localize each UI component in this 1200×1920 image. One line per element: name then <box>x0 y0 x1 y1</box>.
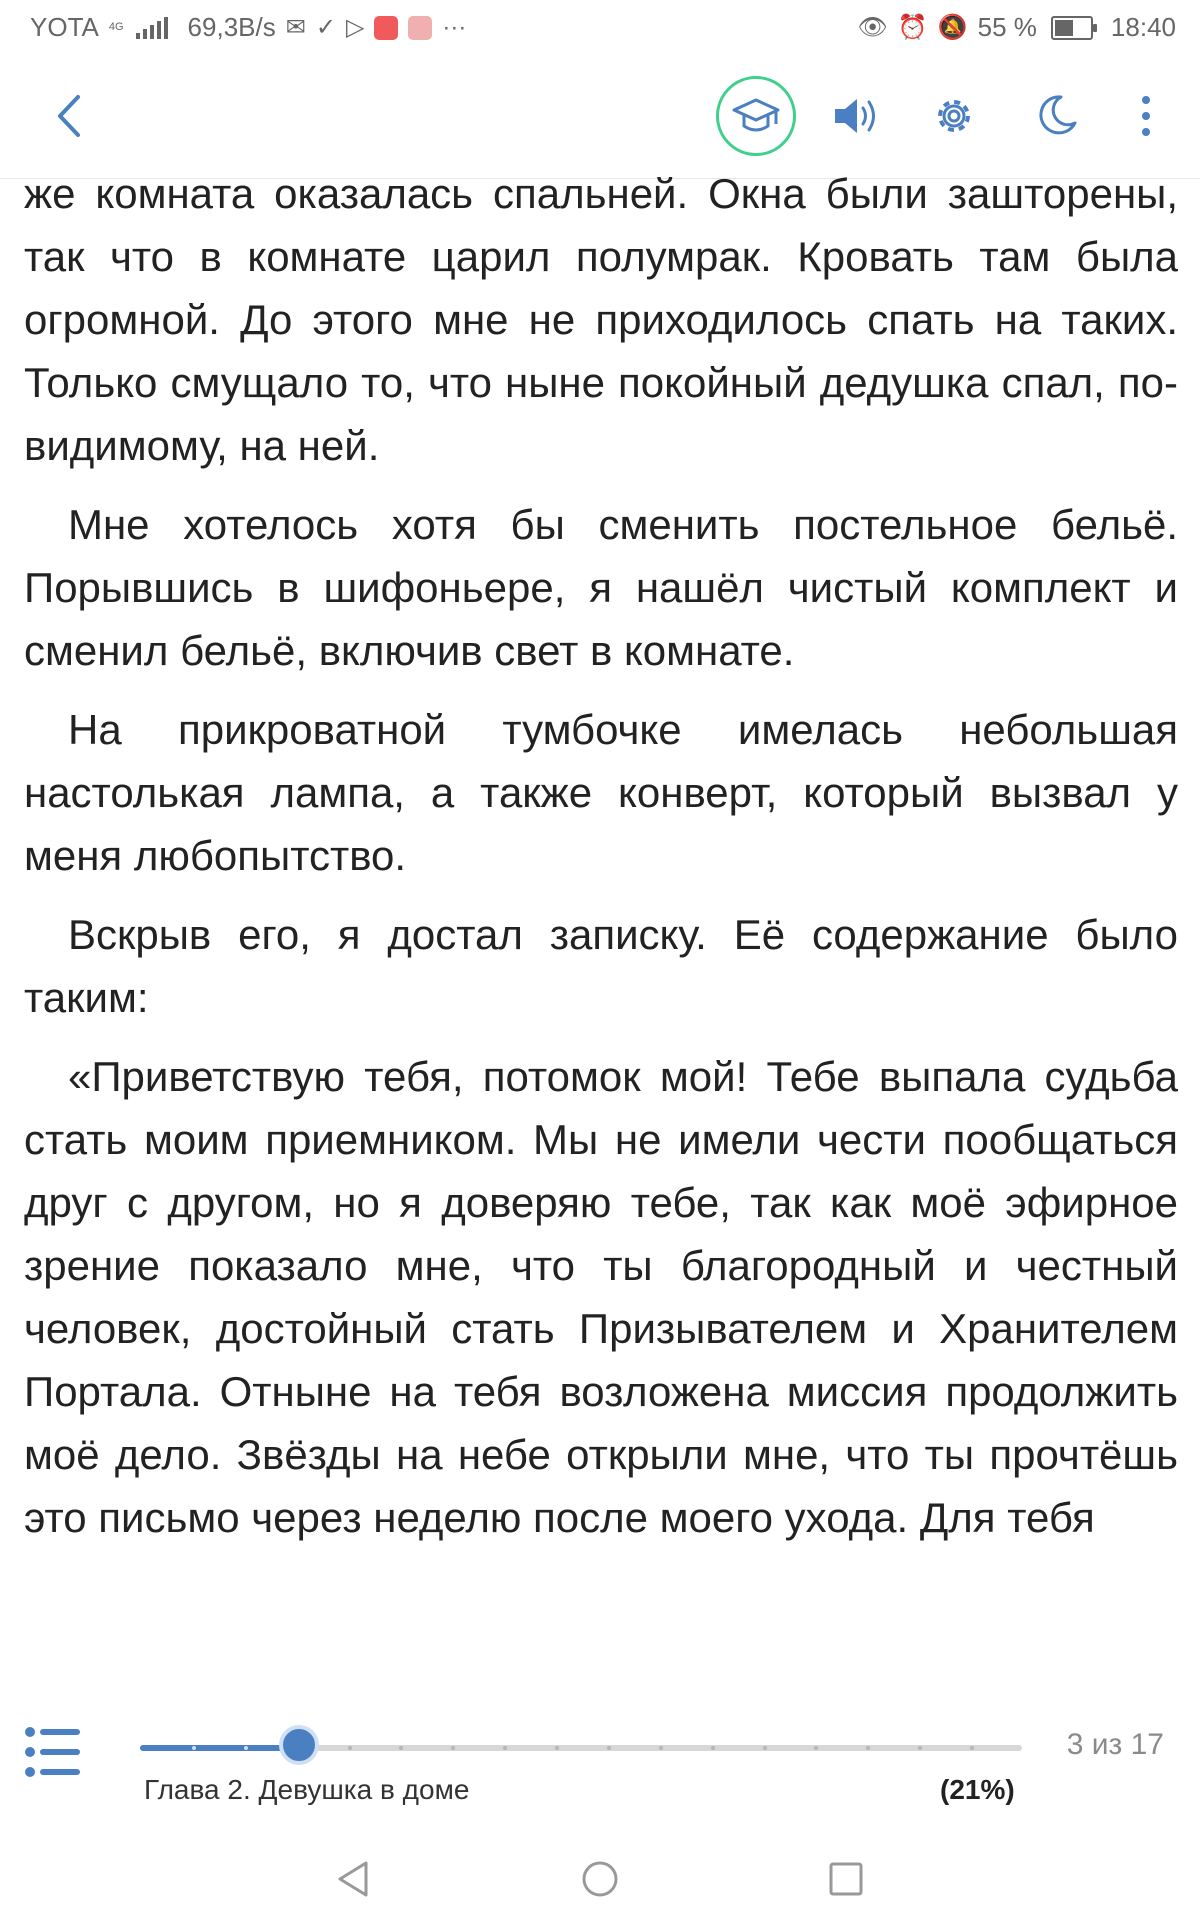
nav-back-button[interactable] <box>324 1854 384 1904</box>
chapter-title[interactable]: Глава 2. Девушка в доме <box>144 1774 470 1805</box>
carrier-label: YOTA <box>30 12 99 42</box>
back-triangle-icon <box>334 1859 374 1899</box>
play-icon: ▷ <box>345 14 365 41</box>
progress-tick <box>814 1746 818 1750</box>
progress-tick <box>399 1746 403 1750</box>
paragraph: Вскрыв его, я достал записку. Её содержание было таким: <box>24 911 1178 1021</box>
alarm-icon: ⏰ <box>897 14 928 41</box>
battery-percent: 55 % <box>977 12 1037 42</box>
progress-tick <box>192 1746 196 1750</box>
nav-recents-button[interactable] <box>816 1854 876 1904</box>
progress-tick <box>451 1746 455 1750</box>
reading-progress-bar <box>0 1690 1200 1840</box>
home-circle-icon <box>580 1859 620 1899</box>
paragraph: же комната оказалась спальней. Окна были зашторены, так что в комнате царил полумрак. Кровать там была огромной. До этого мне не приходилось спать на таких. Только смущало то, что ныне покойный дедушка спал, по-видимому, на ней. <box>24 170 1178 469</box>
progress-tick <box>711 1746 715 1750</box>
status-bar <box>0 0 1200 56</box>
table-of-contents-button[interactable] <box>24 1724 84 1780</box>
system-nav-bar <box>0 1840 1200 1920</box>
speaker-icon <box>831 94 881 138</box>
progress-tick <box>918 1746 922 1750</box>
progress-tick <box>244 1746 248 1750</box>
progress-tick <box>503 1746 507 1750</box>
progress-tick <box>763 1746 767 1750</box>
progress-tick <box>866 1746 870 1750</box>
clock: 18:40 <box>1110 12 1176 42</box>
progress-fill <box>140 1745 299 1751</box>
check-circle-icon: ✓ <box>315 14 336 41</box>
reader-content <box>24 162 1178 1686</box>
network-type: 4G <box>108 21 124 33</box>
list-icon <box>24 1724 84 1780</box>
progress-slider[interactable] <box>140 1745 1022 1751</box>
study-mode-button[interactable] <box>716 76 796 156</box>
network-speed: 69,3B/s <box>187 12 276 42</box>
night-mode-button[interactable] <box>1016 76 1096 156</box>
back-icon <box>50 91 90 141</box>
more-vertical-icon <box>1139 94 1153 138</box>
app-notification-icon <box>374 16 398 40</box>
muted-bell-icon: 🔕 <box>937 14 968 41</box>
settings-button[interactable] <box>914 76 994 156</box>
paragraph: На прикроватной тумбочке имелась небольшая настолькая лампа, а также конверт, который вызвал у меня любопытство. <box>24 706 1178 879</box>
recents-square-icon <box>826 1859 866 1899</box>
eye-icon: 👁 <box>857 14 888 41</box>
moon-icon <box>1033 93 1079 139</box>
progress-knob[interactable] <box>279 1725 319 1765</box>
signal-icon <box>136 17 168 39</box>
gear-icon <box>930 92 978 140</box>
more-notifications-icon: ··· <box>442 13 467 41</box>
progress-tick <box>970 1746 974 1750</box>
battery-icon <box>1051 16 1093 40</box>
more-options-button[interactable] <box>1106 76 1186 156</box>
mail-icon: ✉ <box>285 14 306 41</box>
nav-home-button[interactable] <box>570 1854 630 1904</box>
reader-toolbar <box>0 56 1200 179</box>
back-button[interactable] <box>30 76 110 156</box>
read-aloud-button[interactable] <box>816 76 896 156</box>
app-notification-icon-2 <box>408 16 432 40</box>
progress-tick <box>555 1746 559 1750</box>
progress-percent: (21%) <box>940 1774 1015 1805</box>
paragraph: «Приветствую тебя, потомок мой! Тебе выпала судьба стать моим приемником. Мы не имели чести пообщаться друг с другом, но я доверяю тебе, так как моё эфирное зрение показало мне, что ты благородный и честный человек, достойный стать Призывателем и Хранителем Портала. Отныне на тебя возложена миссия продолжить моё дело. Звёзды на небе открыли мне, что ты прочтёшь это письмо через неделю после моего ухода. Для тебя <box>24 1053 1178 1541</box>
progress-tick <box>607 1746 611 1750</box>
paragraph: Мне хотелось хотя бы сменить постельное бельё. Порывшись в шифоньере, я нашёл чистый комплект и сменил бельё, включив свет в комнате. <box>24 501 1178 674</box>
progress-tick <box>659 1746 663 1750</box>
page-counter: 3 из 17 <box>1066 1728 1164 1761</box>
progress-tick <box>348 1746 352 1750</box>
graduation-cap-icon <box>732 96 780 136</box>
